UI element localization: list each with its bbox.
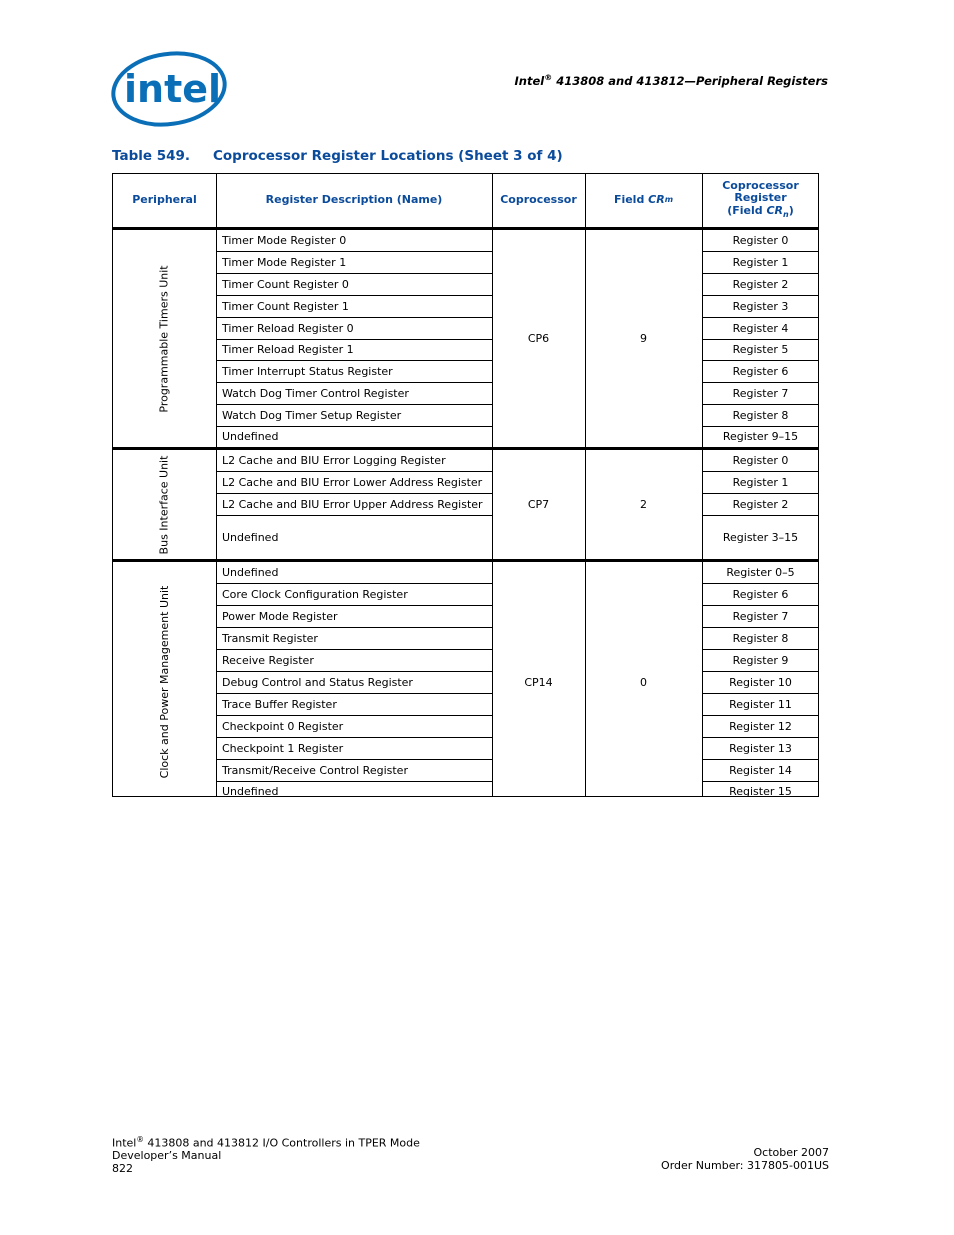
register-description: Transmit Register <box>222 631 318 645</box>
register-description: Watch Dog Timer Setup Register <box>222 408 402 422</box>
col-header-coprocessor: Coprocessor <box>500 193 577 207</box>
coprocessor-register-cell: Register 15 <box>729 785 792 798</box>
coprocessor-register-cell: Register 0–5 <box>726 566 795 579</box>
coprocessor-register-cell: Register 6 <box>732 587 789 601</box>
peripheral-label: Programmable Timers Unit <box>157 264 171 413</box>
register-description: Debug Control and Status Register <box>222 675 413 689</box>
peripheral-label: Bus Interface Unit <box>157 455 171 554</box>
coprocessor-register-cell: Register 9 <box>732 653 789 667</box>
coprocessor-cell: CP14 <box>524 675 553 689</box>
col-header-description: Register Description (Name) <box>265 193 443 207</box>
coprocessor-register-cell: Register 2 <box>732 497 789 511</box>
copreg-line1: Coprocessor <box>722 178 799 192</box>
register-description: Timer Count Register 1 <box>222 299 349 313</box>
peripheral-label: Clock and Power Management Unit <box>157 585 171 779</box>
register-description: Trace Buffer Register <box>222 697 337 711</box>
table-caption <box>112 148 563 164</box>
coprocessor-register-cell: Register 5 <box>732 343 789 356</box>
coprocessor-register-cell: Register 3 <box>732 299 789 313</box>
register-description: Undefined <box>222 430 279 443</box>
running-header <box>515 73 828 88</box>
register-description: Checkpoint 1 Register <box>222 741 344 755</box>
coprocessor-register-cell: Register 1 <box>732 255 789 269</box>
register-description: Timer Mode Register 1 <box>222 255 347 269</box>
coprocessor-register-cell: Register 14 <box>729 763 792 777</box>
register-description: Undefined <box>222 530 279 544</box>
register-description: Timer Mode Register 0 <box>222 234 347 247</box>
table-title: Coprocessor Register Locations (Sheet 3 of 4) <box>213 148 563 164</box>
field-crm-cell: 0 <box>640 675 647 689</box>
footer-right <box>661 1147 829 1172</box>
coprocessor-register-cell: Register 8 <box>732 631 789 645</box>
register-description: L2 Cache and BIU Error Lower Address Register <box>222 475 483 489</box>
coprocessor-register-cell: Register 12 <box>729 719 792 733</box>
register-description: Undefined <box>222 785 279 798</box>
column-divider <box>216 174 217 796</box>
copreg-line2: Register <box>734 191 787 205</box>
header-brand: Intel <box>514 73 545 88</box>
coprocessor-register-cell: Register 0 <box>732 234 789 247</box>
footer-order-number: Order Number: 317805-001US <box>661 1158 829 1172</box>
register-description: Transmit/Receive Control Register <box>222 763 408 777</box>
field-sub: m <box>664 195 674 205</box>
copreg-prefix: (Field <box>727 203 767 217</box>
coprocessor-register-cell: Register 6 <box>732 364 789 378</box>
coprocessor-register-table <box>112 173 819 797</box>
coprocessor-register-cell: Register 4 <box>732 321 789 335</box>
field-cr: CR <box>648 193 665 207</box>
field-label: Field <box>613 193 645 207</box>
field-crm-cell: 9 <box>640 332 647 345</box>
coprocessor-register-cell: Register 13 <box>729 741 792 755</box>
field-crm-cell: 2 <box>640 498 647 511</box>
register-description: Timer Count Register 0 <box>222 277 349 291</box>
page-number: 822 <box>112 1161 133 1175</box>
copreg-sub: n <box>783 209 789 219</box>
register-description: Undefined <box>222 566 279 579</box>
coprocessor-register-cell: Register 11 <box>729 697 792 711</box>
coprocessor-register-cell: Register 7 <box>732 609 789 623</box>
coprocessor-register-cell: Register 7 <box>732 386 789 400</box>
intel-logo <box>110 50 228 128</box>
copreg-line3 <box>727 205 794 222</box>
register-description: Checkpoint 0 Register <box>222 719 344 733</box>
register-description: L2 Cache and BIU Error Logging Register <box>222 454 446 467</box>
logo-text: intel <box>124 67 222 111</box>
coprocessor-register-cell: Register 3–15 <box>722 530 799 544</box>
footer-left <box>112 1134 420 1175</box>
copreg-suffix: ) <box>788 203 794 217</box>
footer-manual: Developer’s Manual <box>112 1149 222 1163</box>
register-description: Timer Interrupt Status Register <box>222 364 393 378</box>
coprocessor-register-cell: Register 10 <box>729 675 792 689</box>
register-description: Core Clock Configuration Register <box>222 587 408 601</box>
registered-mark: ® <box>544 73 553 82</box>
coprocessor-cell: CP7 <box>527 498 550 511</box>
coprocessor-register-cell: Register 1 <box>732 475 789 489</box>
col-header-peripheral: Peripheral <box>132 193 197 207</box>
register-description: Power Mode Register <box>222 609 338 623</box>
register-description: L2 Cache and BIU Error Upper Address Register <box>222 497 483 511</box>
register-description: Timer Reload Register 0 <box>222 321 354 335</box>
footer-date: October 2007 <box>753 1146 829 1159</box>
footer-registered-mark: ® <box>136 1135 144 1144</box>
copreg-cr: CR <box>766 203 784 217</box>
coprocessor-register-cell: Register 8 <box>732 408 789 422</box>
coprocessor-cell: CP6 <box>527 332 550 345</box>
col-header-field-crm <box>585 174 702 227</box>
table-number: Table 549. <box>112 148 191 164</box>
register-description: Timer Reload Register 1 <box>222 343 354 356</box>
coprocessor-register-cell: Register 9–15 <box>722 430 799 443</box>
register-description: Watch Dog Timer Control Register <box>222 386 409 400</box>
coprocessor-register-cell: Register 2 <box>732 277 789 291</box>
coprocessor-register-cell: Register 0 <box>732 454 789 467</box>
footer-doc-title: 413808 and 413812 I/O Controllers in TPER Mode <box>143 1136 420 1150</box>
header-title: 413808 and 413812—Peripheral Registers <box>552 73 828 88</box>
register-description: Receive Register <box>222 653 314 667</box>
footer-brand: Intel <box>112 1136 137 1150</box>
col-header-coprocessor-register <box>702 174 819 227</box>
